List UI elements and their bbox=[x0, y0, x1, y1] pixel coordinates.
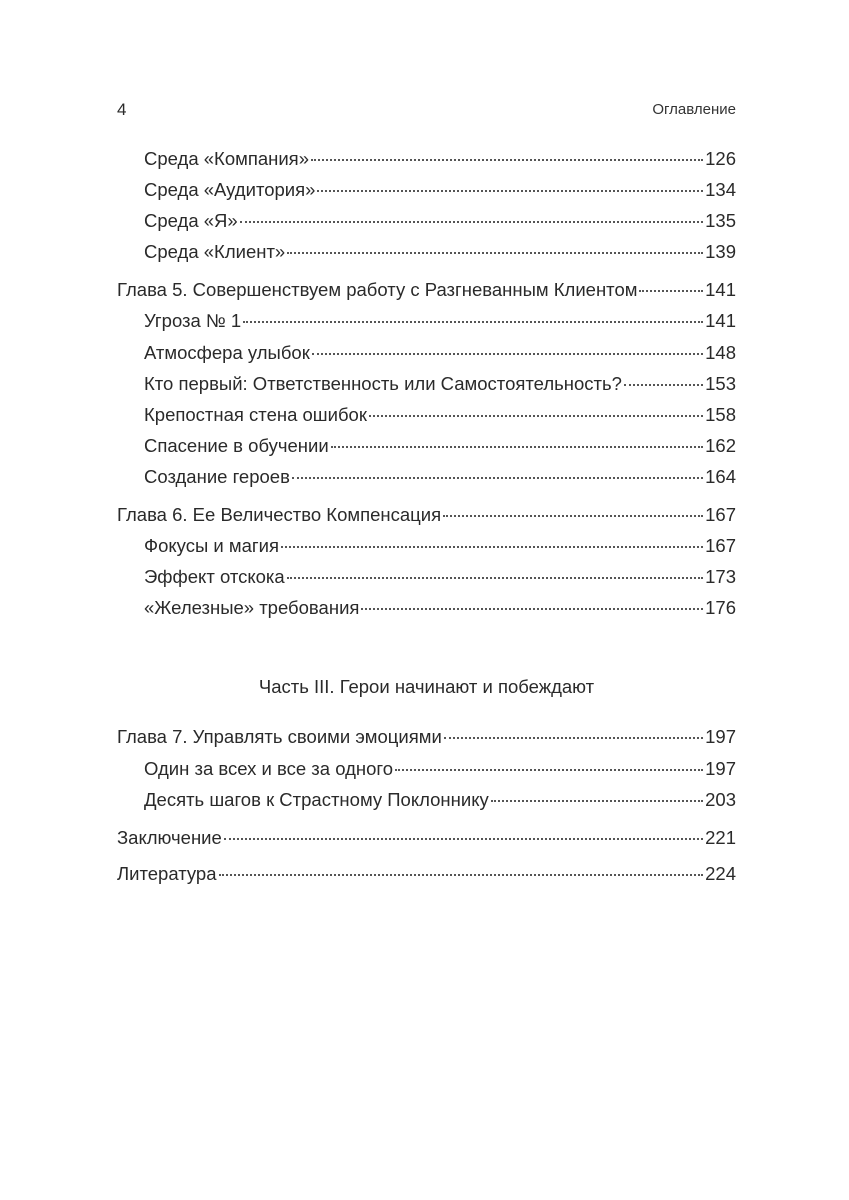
toc-entry-page: 173 bbox=[705, 566, 736, 587]
toc-entry-title: Среда «Я» bbox=[144, 210, 238, 231]
dot-leader bbox=[317, 190, 703, 192]
section-title: Оглавление bbox=[652, 101, 736, 118]
page-number: 4 bbox=[117, 100, 127, 119]
toc-entry[interactable] bbox=[144, 787, 736, 813]
part-heading[interactable]: Часть III. Герои начинают и побеждают bbox=[258, 676, 595, 697]
toc-entry-title: «Железные» требования bbox=[144, 597, 360, 618]
toc-entry-page: 221 bbox=[705, 827, 736, 848]
toc-entry[interactable] bbox=[144, 756, 736, 782]
toc-chapter-entry[interactable] bbox=[117, 724, 736, 750]
toc-entry-page: 134 bbox=[705, 179, 736, 200]
toc-entry-page: 167 bbox=[705, 504, 736, 525]
toc-entry-page: 164 bbox=[705, 466, 736, 487]
toc-entry-page: 153 bbox=[705, 373, 736, 394]
toc-entry-title: Глава 7. Управлять своими эмоциями bbox=[117, 726, 442, 747]
dot-leader bbox=[361, 608, 703, 610]
toc-entry-title: Спасение в обучении bbox=[144, 435, 329, 456]
toc-entry-title: Угроза № 1 bbox=[144, 310, 242, 331]
toc-entry[interactable] bbox=[144, 564, 736, 590]
toc-entry-page: 197 bbox=[705, 758, 736, 779]
toc-entry[interactable] bbox=[144, 533, 736, 559]
toc-entry[interactable] bbox=[144, 595, 736, 621]
toc-entry-page: 203 bbox=[705, 789, 736, 810]
dot-leader bbox=[243, 321, 703, 323]
dot-leader bbox=[240, 221, 703, 223]
toc-entry-title: Глава 5. Совершенствуем работу с Разгневанным Клиентом bbox=[117, 279, 638, 300]
toc-entry[interactable] bbox=[144, 146, 736, 172]
toc-entry-title: Фокусы и магия bbox=[144, 535, 279, 556]
toc-entry[interactable] bbox=[144, 464, 736, 490]
dot-leader bbox=[287, 252, 703, 254]
toc-entry[interactable] bbox=[144, 433, 736, 459]
toc-entry-page: 148 bbox=[705, 342, 736, 363]
running-head bbox=[117, 100, 736, 124]
dot-leader bbox=[369, 415, 703, 417]
dot-leader bbox=[292, 477, 703, 479]
toc-entry-page: 141 bbox=[705, 310, 736, 331]
toc-entry-title: Десять шагов к Страстному Поклоннику bbox=[144, 789, 489, 810]
toc-entry-page: 197 bbox=[705, 726, 736, 747]
toc-entry-title: Один за всех и все за одного bbox=[144, 758, 394, 779]
toc-entry-title: Крепостная стена ошибок bbox=[144, 404, 367, 425]
toc-chapter-entry[interactable] bbox=[117, 861, 736, 887]
toc-entry-page: 139 bbox=[705, 241, 736, 262]
toc-entry-title: Среда «Аудитория» bbox=[144, 179, 316, 200]
dot-leader bbox=[395, 769, 703, 771]
toc-entry-page: 141 bbox=[705, 279, 736, 300]
toc-entry-page: 176 bbox=[705, 597, 736, 618]
dot-leader bbox=[287, 577, 703, 579]
toc-entry-title: Литература bbox=[117, 863, 217, 884]
dot-leader bbox=[311, 159, 703, 161]
toc-entry-title: Заключение bbox=[117, 827, 222, 848]
toc-chapter-entry[interactable] bbox=[117, 825, 736, 851]
toc-entry-page: 162 bbox=[705, 435, 736, 456]
dot-leader bbox=[224, 838, 703, 840]
toc-entry[interactable] bbox=[144, 308, 736, 334]
dot-leader bbox=[624, 384, 703, 386]
dot-leader bbox=[443, 515, 703, 517]
toc-entry[interactable] bbox=[144, 208, 736, 234]
toc-entry-page: 126 bbox=[705, 148, 736, 169]
dot-leader bbox=[331, 446, 703, 448]
toc-chapter-entry[interactable] bbox=[117, 502, 736, 528]
dot-leader bbox=[312, 353, 703, 355]
toc-entry[interactable] bbox=[144, 239, 736, 265]
dot-leader bbox=[281, 546, 703, 548]
toc-entry[interactable] bbox=[144, 402, 736, 428]
toc-entry-title: Глава 6. Ее Величество Компенсация bbox=[117, 504, 442, 525]
toc-entry-page: 167 bbox=[705, 535, 736, 556]
toc-entry-page: 135 bbox=[705, 210, 736, 231]
toc-entry-title: Кто первый: Ответственность или Самостоятельность? bbox=[144, 373, 622, 394]
toc-entry-page: 158 bbox=[705, 404, 736, 425]
toc-entry[interactable] bbox=[144, 371, 736, 397]
toc-entry-title: Среда «Клиент» bbox=[144, 241, 286, 262]
toc-entry-title: Среда «Компания» bbox=[144, 148, 309, 169]
toc-chapter-entry[interactable] bbox=[117, 277, 736, 303]
dot-leader bbox=[639, 290, 703, 292]
toc-entry[interactable] bbox=[144, 177, 736, 203]
toc-entry[interactable] bbox=[144, 340, 736, 366]
toc-entry-title: Эффект отскока bbox=[144, 566, 285, 587]
toc-entry-title: Создание героев bbox=[144, 466, 290, 487]
dot-leader bbox=[444, 737, 703, 739]
dot-leader bbox=[219, 874, 704, 876]
toc-entry-title: Атмосфера улыбок bbox=[144, 342, 310, 363]
dot-leader bbox=[491, 800, 703, 802]
toc-entry-page: 224 bbox=[705, 863, 736, 884]
